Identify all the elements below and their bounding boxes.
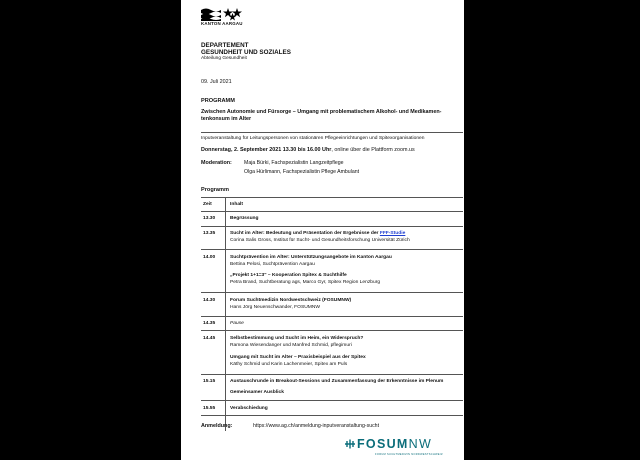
row-time: 14.00 (203, 255, 216, 260)
row-title-2: Umgang mit Sucht im Alter – Praxisbeispiel aus der Spitex (230, 355, 366, 360)
row-title (230, 231, 405, 238)
row-time: 14.35 (203, 321, 216, 326)
anmeldung-label: Anmeldung: (201, 423, 233, 429)
row-time: 14.45 (203, 336, 216, 341)
document-date: 09. Juli 2021 (201, 79, 232, 85)
event-datetime (201, 148, 415, 153)
moderator-2: Olga Hürlimann, Fachspezialistin Pflege Ambulant (244, 169, 360, 175)
row-title: Forum Suchtmedizin Nordwestschweiz (FOSUMNW) (230, 298, 352, 303)
program-subtitle: Zwischen Autonomie und Fürsorge – Umgang mit problematischem Alkohol- und Medikamen-tenkonsum im Alter (201, 109, 442, 123)
event-date-bold: Donnerstag, 2. September 2021 13.30 bis 16.00 Uhr (201, 147, 332, 153)
fosum-logo-icon (344, 438, 356, 450)
row-time: 14.30 (203, 298, 216, 303)
anmeldung-link[interactable]: https://www.ag.ch/anmeldung-inputveranstaltung-sucht (253, 423, 380, 429)
row-title: Austauschrunde in Breakout-Sessions und Zusammenfassung der Erkenntnisse im Plenum (230, 379, 444, 384)
row-time: 15.15 (203, 379, 216, 384)
table-row-line (201, 330, 463, 331)
event-platform: , online über die Plattform zoom.us (331, 147, 415, 153)
document-page (181, 0, 464, 460)
aargau-coat-of-arms-icon (201, 7, 247, 22)
table-row-line (201, 226, 463, 227)
fosum-subline: FORUM SUCHTMEDIZIN NORDWESTSCHWEIZ (375, 453, 443, 456)
col-header-inhalt: Inhalt (230, 202, 244, 207)
programm-table-title: Programm (201, 187, 229, 193)
event-description: Inputveranstaltung für Leitungspersonen von stationären Pflegeeinrichtungen und Spitexorganisationen (201, 136, 425, 141)
department-line-2: GESUNDHEIT UND SOZIALES (201, 49, 291, 57)
row-speaker: Hans Jörg Neuenschwander, FOSUMNW (230, 305, 320, 310)
row-time: 13.30 (203, 216, 216, 221)
table-row-line (201, 374, 463, 375)
kanton-label: KANTON AARGAU (201, 21, 243, 26)
row-title: Suchtprävention im Alter: Unterstützungsangebote im Kanton Aargau (230, 255, 392, 260)
row-speaker: Ramona Wiesendanger und Manfred Schmid, pflegimuri (230, 343, 352, 348)
fosum-wordmark (357, 438, 432, 451)
table-row-line (201, 316, 463, 317)
row-speaker-2: Käthy Schmid und Karin Lachenmeier, Spitex am Puls (230, 362, 348, 367)
row-time: 13.35 (203, 231, 216, 236)
moderator-1: Maja Bürki, Fachspezialistin Langzeitpflege (244, 160, 344, 166)
table-column-divider (225, 197, 226, 431)
table-row-line (201, 400, 463, 401)
row-speaker-2: Petra Brand, Suchtberatung ags, Marco Gyr, Spitex Region Lenzburg (230, 280, 381, 285)
row-title: Selbstbestimmung und Sucht im Heim, ein Widerspruch? (230, 336, 364, 341)
abteilung-label: Abteilung Gesundheit (201, 56, 247, 61)
department-line-1: DEPARTEMENT (201, 42, 249, 49)
row-time: 15.55 (203, 406, 216, 411)
row-title-2: „Projekt 1+1=3" – Kooperation Spitex & Suchthilfe (230, 273, 347, 278)
table-top-line (201, 197, 463, 198)
divider (201, 132, 463, 133)
row-title: Begrüssung (230, 216, 259, 221)
table-row-line (201, 249, 463, 250)
fosum-nw-text: NW (408, 437, 433, 451)
row-title: Verabschiedung (230, 406, 268, 411)
row-title-text: Sucht im Alter: Bedeutung und Präsentation der Ergebnisse der (230, 231, 380, 236)
fosum-text: FOSUM (357, 437, 409, 451)
row-title-2: Gemeinsamer Ausblick (230, 390, 284, 395)
row-speaker: Corina Salis Gross, Institut für Sucht- und Gesundheitsforschung Universität Zürich (230, 238, 410, 243)
fff-studie-link[interactable]: FFF-Studie (379, 231, 406, 236)
moderation-label: Moderation: (201, 160, 232, 166)
department-name (201, 42, 291, 57)
col-header-zeit: Zeit (203, 202, 212, 207)
table-row-line (201, 292, 463, 293)
row-title: Pause (230, 321, 244, 326)
table-row-line (201, 211, 463, 212)
row-speaker: Bettina Pelosi, Suchtprävention Aargau (230, 262, 315, 267)
program-heading: PROGRAMM (201, 98, 235, 104)
table-bottom-line (201, 415, 463, 416)
